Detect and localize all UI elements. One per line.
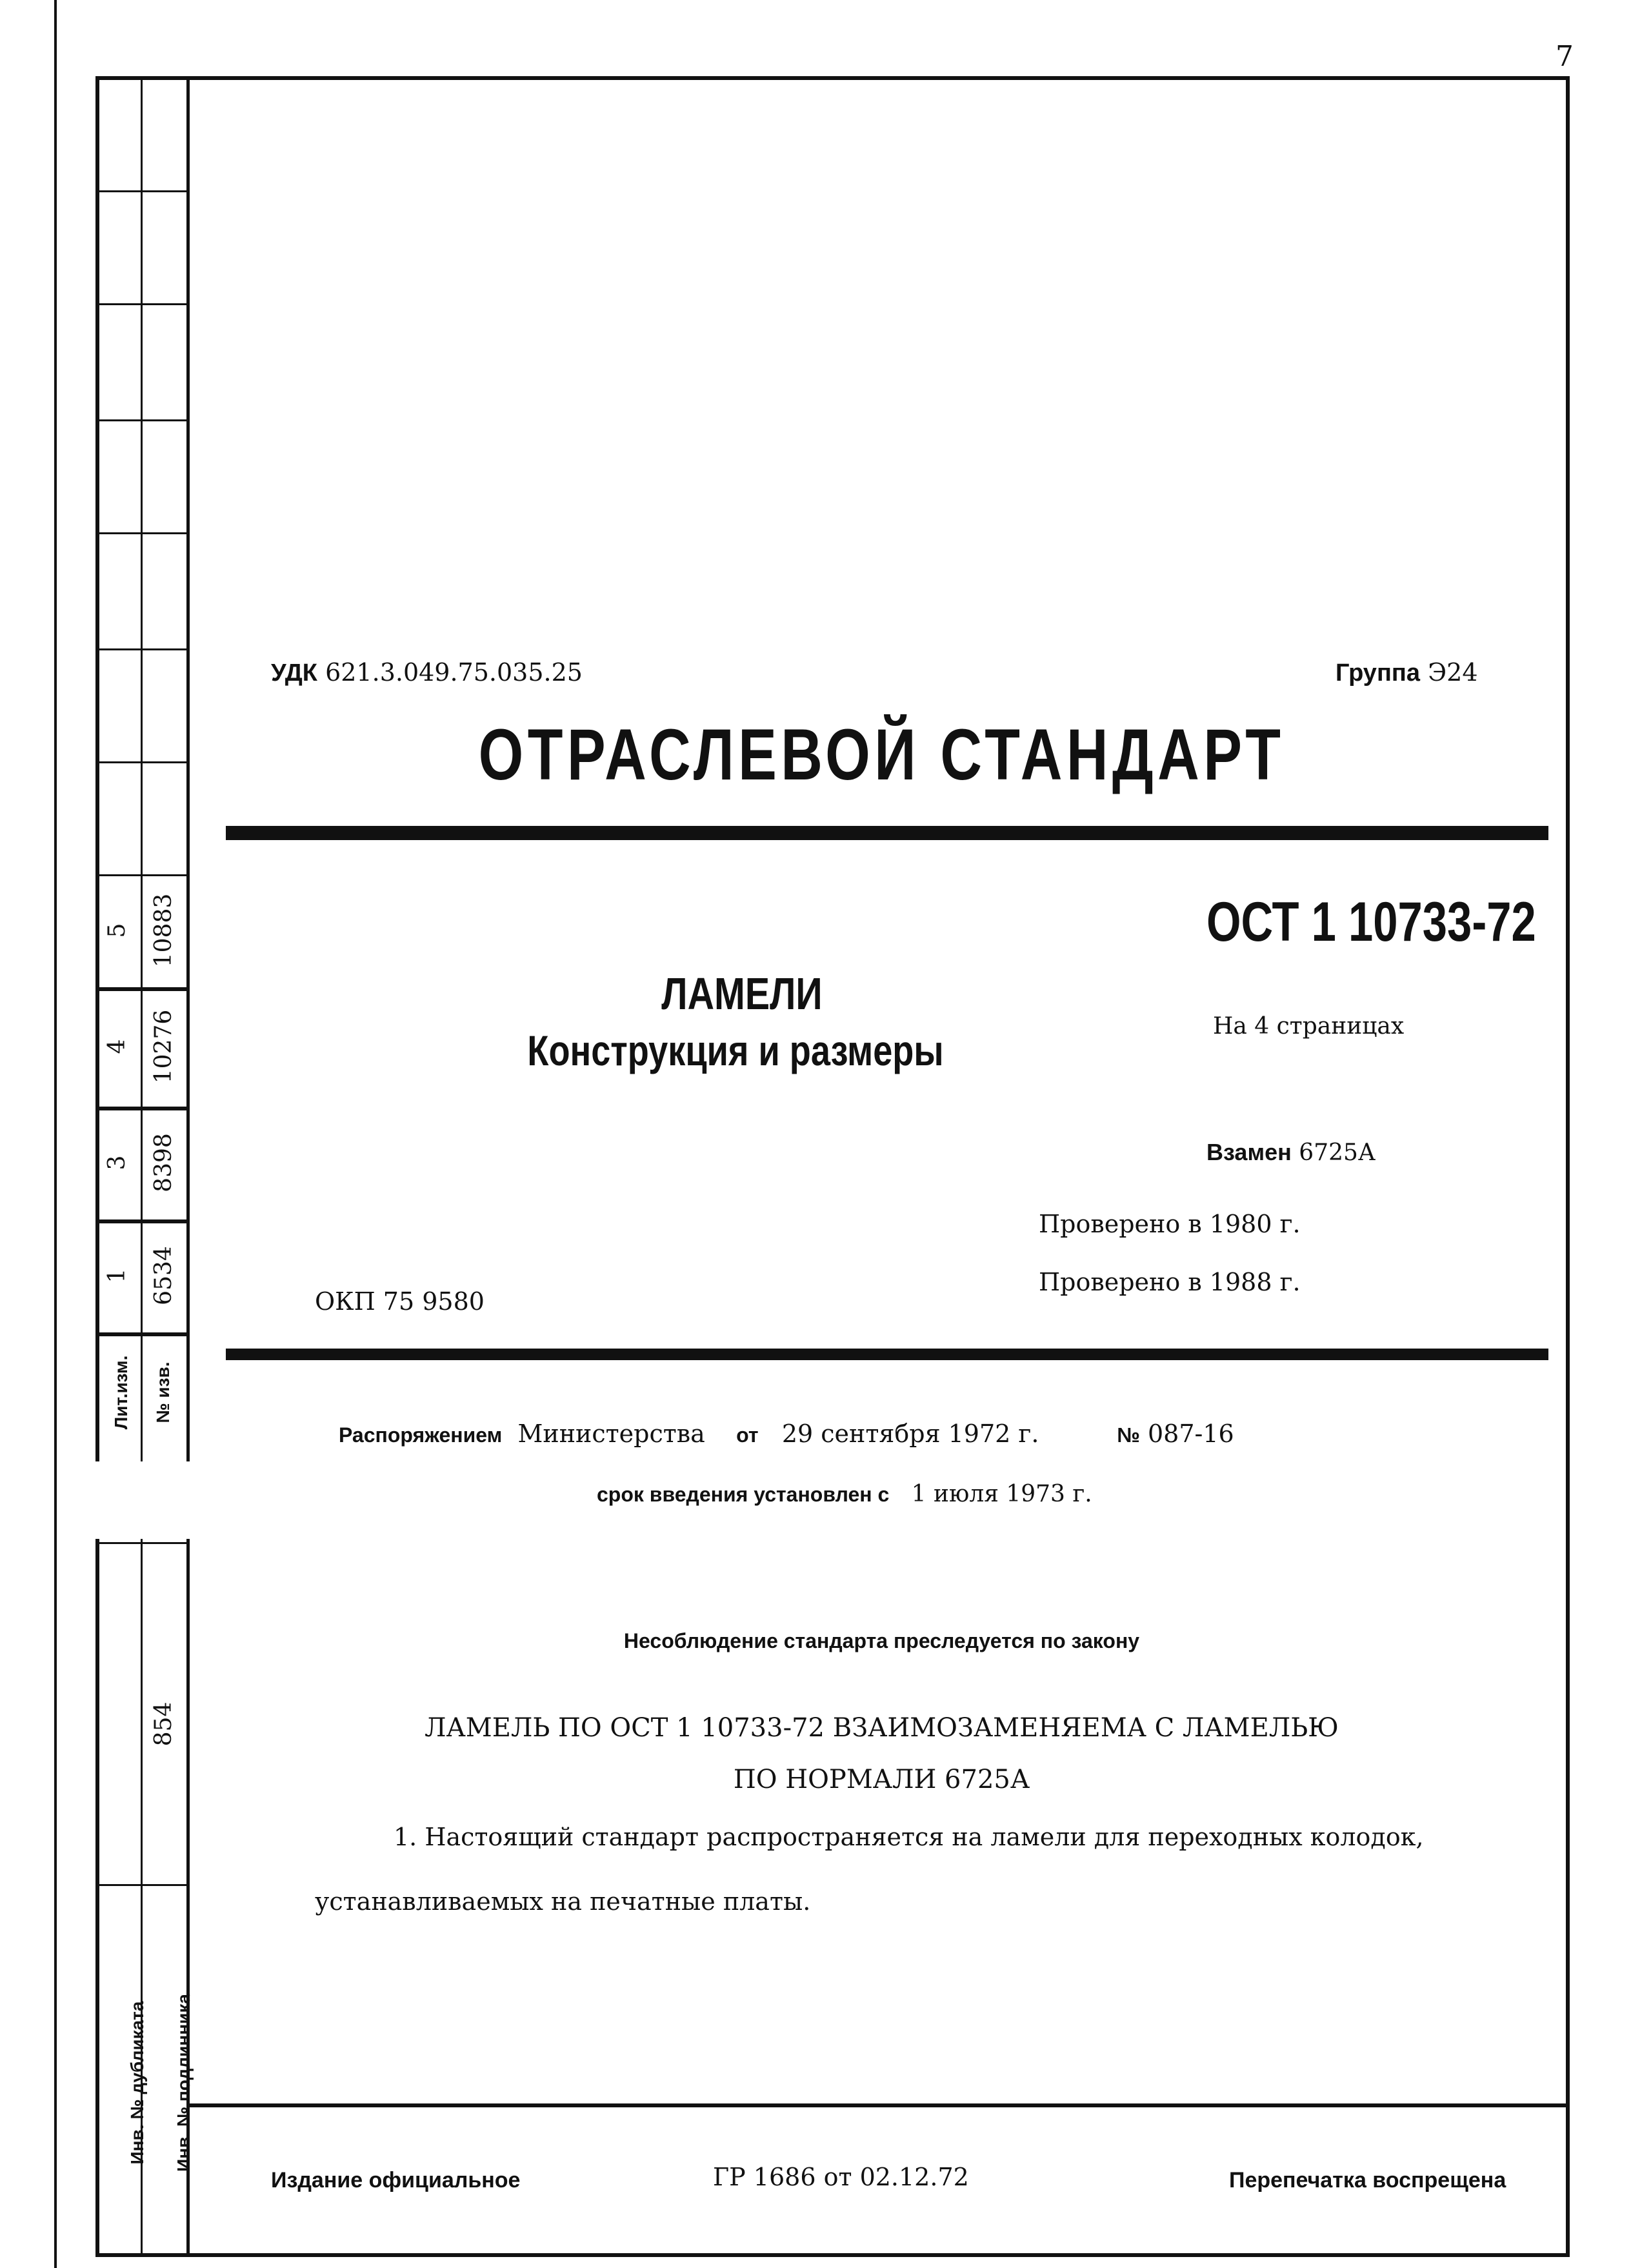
stamp-change-number: 3 <box>104 1155 130 1170</box>
document-frame <box>95 76 1570 2257</box>
stamp-original-inv-value: 854 <box>150 1701 177 1747</box>
order-number: 087-16 <box>1147 1420 1234 1448</box>
checked-line-1: Проверено в 1980 г. <box>1039 1210 1301 1238</box>
replaces-value: 6725А <box>1299 1139 1376 1166</box>
footer-registration: ГР 1686 от 02.12.72 <box>713 2163 969 2191</box>
product-subtitle: Конструкция и размеры <box>527 1027 944 1074</box>
stamp-row-line <box>95 1107 190 1110</box>
page-number: 7 <box>1556 40 1574 73</box>
document-title: ОТРАСЛЕВОЙ СТАНДАРТ <box>478 714 1285 795</box>
replaces-line <box>1206 1139 1376 1166</box>
deadline-label: срок введения установлен с <box>597 1483 890 1506</box>
stamp-row-line <box>95 1219 190 1223</box>
stamp-duplicate-label: Инв. № дубликата <box>127 2001 147 2165</box>
header-bottom-rule <box>226 1349 1548 1360</box>
stamp-row-line <box>95 1542 190 1544</box>
order-from-label: от <box>736 1423 759 1447</box>
product-name: ЛАМЕЛИ <box>661 968 823 1019</box>
footer-rule <box>190 2103 1570 2107</box>
stamp-row-line <box>95 419 190 421</box>
clause-1-line-2: устанавливаемых на печатные платы. <box>315 1887 811 1916</box>
stamp-change-number: 1 <box>104 1268 130 1283</box>
group-label: Группа <box>1336 659 1420 687</box>
stamp-row-line <box>95 190 190 192</box>
stamp-row-line <box>95 1884 190 1886</box>
stamp-lit-label: Лит.изм. <box>111 1355 131 1430</box>
group-value: Э24 <box>1428 658 1478 687</box>
stamp-notice-number: 6534 <box>150 1246 177 1305</box>
stamp-row-line <box>95 761 190 763</box>
stamp-gap <box>92 1461 195 1539</box>
stamp-change-number: 5 <box>104 923 130 938</box>
stamp-row-line <box>95 532 190 534</box>
okp-code: ОКП 75 9580 <box>315 1287 485 1316</box>
order-date: 29 сентября 1972 г. <box>781 1420 1039 1448</box>
stamp-row-line <box>95 874 190 876</box>
clause-1-line-1: 1. Настоящий стандарт распространяется на ламели для переходных колодок, <box>394 1823 1424 1851</box>
stamp-row-line <box>95 987 190 991</box>
interchange-line-2: ПО НОРМАЛИ 6725А <box>733 1765 1030 1794</box>
stamp-notice-number: 10276 <box>150 1009 177 1084</box>
order-issuer: Министерства <box>517 1420 705 1448</box>
stamp-divider <box>141 76 143 2257</box>
stamp-row-line <box>95 303 190 305</box>
udk-value: 621.3.049.75.035.25 <box>325 658 583 687</box>
replaces-label: Взамен <box>1206 1139 1292 1165</box>
title-rule <box>226 826 1548 840</box>
footer-edition: Издание официальное <box>271 2168 521 2193</box>
stamp-row-line <box>95 648 190 650</box>
stamp-change-number: 4 <box>104 1039 130 1054</box>
interchange-line-1: ЛАМЕЛЬ ПО ОСТ 1 10733-72 ВЗАИМОЗАМЕНЯЕМА С ЛАМЕЛЬЮ <box>425 1713 1339 1743</box>
order-number-label: № <box>1117 1423 1140 1447</box>
stamp-notice-number: 8398 <box>150 1133 177 1192</box>
group-line <box>1336 658 1478 687</box>
page-edge-line <box>54 0 57 2268</box>
stamp-original-label: Инв. № подлинника <box>174 1994 194 2172</box>
udk-line <box>271 658 583 687</box>
udk-label: УДК <box>271 659 317 687</box>
order-line <box>339 1420 1234 1448</box>
deadline-date: 1 июля 1973 г. <box>911 1481 1092 1507</box>
deadline-line <box>597 1481 1092 1507</box>
stamp-notice-label: № изв. <box>153 1361 173 1423</box>
standard-code: ОСТ 1 10733-72 <box>1206 891 1536 953</box>
footer-reprint: Перепечатка воспрещена <box>1229 2168 1506 2193</box>
checked-line-2: Проверено в 1988 г. <box>1039 1268 1301 1296</box>
order-label: Распоряжением <box>339 1423 503 1447</box>
stamp-notice-number: 10883 <box>150 893 177 968</box>
legal-warning: Несоблюдение стандарта преследуется по закону <box>623 1629 1140 1652</box>
page-count: На 4 страницах <box>1213 1013 1405 1039</box>
stamp-row-line <box>95 1332 190 1336</box>
